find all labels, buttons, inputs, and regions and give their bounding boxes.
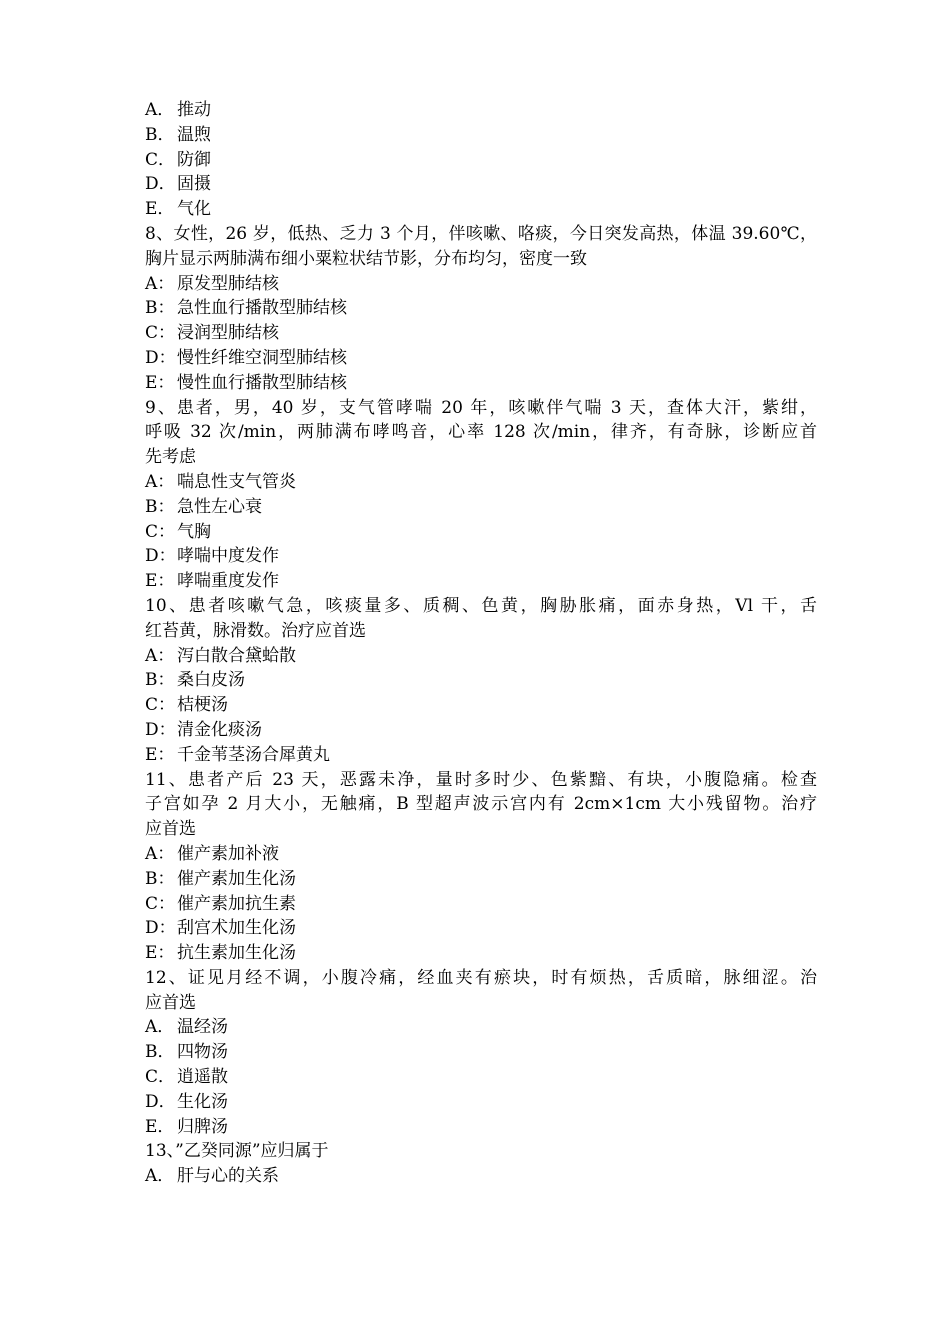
answer-option — [145, 123, 817, 148]
question-line: 红苔黄，脉滑数。治疗应首选 — [145, 620, 366, 641]
option-text: 千金苇茎汤合犀黄丸 — [177, 744, 330, 765]
option-text: 刮宫术加生化汤 — [177, 918, 296, 939]
option-label: E： — [145, 372, 175, 393]
option-text: 逍遥散 — [177, 1067, 228, 1088]
option-label: A． — [145, 1017, 175, 1038]
option-text: 催产素加补液 — [177, 843, 279, 864]
question-line: 11、患者产后 23 天，恶露未净，量时多时少、色紫黯、有块，小腹隐痛。检查 — [145, 769, 817, 790]
question-line: 呼吸 32 次/min，两肺满布哮鸣音，心率 128 次/min，律齐，有奇脉，诊断应首 — [145, 422, 817, 443]
option-text: 温经汤 — [177, 1017, 228, 1038]
option-label: E： — [145, 744, 175, 765]
option-text: 原发型肺结核 — [177, 273, 279, 294]
answer-option — [145, 1115, 817, 1140]
question-line: 9、患者，男，40 岁，支气管哮喘 20 年，咳嗽伴气喘 3 天，查体大汗，紫绀， — [145, 397, 817, 418]
answer-option — [145, 842, 817, 867]
question-line: 10、患者咳嗽气急，咳痰量多、质稠、色黄，胸胁胀痛，面赤身热，Vl 干，舌 — [145, 595, 817, 616]
option-text: 催产素加生化汤 — [177, 868, 296, 889]
option-label: C： — [145, 323, 176, 344]
question-line: 子宫如孕 2 月大小，无触痛，B 型超声波示宫内有 2cm×1cm 大小残留物。治疗 — [145, 794, 817, 815]
option-text: 清金化痰汤 — [177, 719, 262, 740]
answer-option — [145, 644, 817, 669]
answer-option — [145, 495, 817, 520]
question-stem — [145, 594, 817, 644]
option-label: C． — [145, 149, 176, 170]
option-label: A： — [145, 471, 175, 492]
option-label: C： — [145, 695, 176, 716]
question-line: 8、女性，26 岁，低热、乏力 3 个月，伴咳嗽、咯痰，今日突发高热，体温 39.60℃， — [145, 223, 817, 244]
answer-option — [145, 1164, 817, 1189]
option-label: E． — [145, 1116, 175, 1137]
answer-option — [145, 148, 817, 173]
answer-option — [145, 916, 817, 941]
option-text: 催产素加抗生素 — [177, 893, 296, 914]
question-line: 应首选 — [145, 819, 196, 840]
option-label: B． — [145, 1042, 175, 1063]
document-page — [145, 98, 817, 1189]
question-line: 13、”乙癸同源”应归属于 — [145, 1141, 329, 1162]
option-label: B： — [145, 670, 175, 691]
option-label: C． — [145, 1067, 176, 1088]
option-label: D． — [145, 174, 176, 195]
answer-option — [145, 98, 817, 123]
option-text: 肝与心的关系 — [177, 1166, 279, 1187]
question-line: 应首选 — [145, 992, 196, 1013]
option-label: B： — [145, 868, 175, 889]
answer-option — [145, 470, 817, 495]
answer-option — [145, 693, 817, 718]
answer-option — [145, 743, 817, 768]
answer-option — [145, 1065, 817, 1090]
answer-option — [145, 544, 817, 569]
option-text: 气胸 — [177, 521, 211, 542]
answer-option — [145, 272, 817, 297]
answer-option — [145, 1040, 817, 1065]
option-text: 生化汤 — [177, 1091, 228, 1112]
option-text: 四物汤 — [177, 1042, 228, 1063]
option-label: D： — [145, 918, 176, 939]
option-label: B： — [145, 298, 175, 319]
option-label: E． — [145, 199, 175, 220]
answer-option — [145, 197, 817, 222]
answer-option — [145, 371, 817, 396]
answer-option — [145, 941, 817, 966]
question-line: 先考虑 — [145, 447, 196, 468]
question-line: 胸片显示两肺满布细小粟粒状结节影，分布均匀，密度一致 — [145, 248, 587, 269]
option-label: E： — [145, 943, 175, 964]
option-text: 急性血行播散型肺结核 — [177, 298, 347, 319]
answer-option — [145, 1090, 817, 1115]
option-text: 防御 — [177, 149, 211, 170]
option-text: 归脾汤 — [177, 1116, 228, 1137]
answer-option — [145, 867, 817, 892]
option-text: 泻白散合黛蛤散 — [177, 645, 296, 666]
option-label: D： — [145, 347, 176, 368]
option-label: D： — [145, 719, 176, 740]
question-stem — [145, 222, 817, 272]
option-label: A： — [145, 645, 175, 666]
option-label: C： — [145, 521, 176, 542]
question-stem — [145, 1139, 817, 1164]
option-text: 温煦 — [177, 124, 211, 145]
option-text: 抗生素加生化汤 — [177, 943, 296, 964]
answer-option — [145, 668, 817, 693]
option-text: 哮喘重度发作 — [177, 571, 279, 592]
answer-option — [145, 892, 817, 917]
option-label: B： — [145, 496, 175, 517]
option-label: D： — [145, 546, 176, 567]
answer-option — [145, 718, 817, 743]
option-text: 固摄 — [177, 174, 211, 195]
answer-option — [145, 1015, 817, 1040]
option-label: A． — [145, 1166, 175, 1187]
answer-option — [145, 321, 817, 346]
option-text: 桔梗汤 — [177, 695, 228, 716]
question-stem — [145, 768, 817, 842]
option-text: 慢性血行播散型肺结核 — [177, 372, 347, 393]
option-text: 慢性纤维空洞型肺结核 — [177, 347, 347, 368]
option-label: B． — [145, 124, 175, 145]
option-text: 推动 — [177, 100, 211, 120]
option-text: 急性左心衰 — [177, 496, 262, 517]
option-label: D． — [145, 1091, 176, 1112]
answer-option — [145, 569, 817, 594]
option-label: E： — [145, 571, 175, 592]
option-text: 桑白皮汤 — [177, 670, 245, 691]
option-label: A： — [145, 273, 175, 294]
answer-option — [145, 296, 817, 321]
option-text: 气化 — [177, 199, 211, 220]
option-label: A． — [145, 100, 175, 120]
question-stem — [145, 396, 817, 470]
option-text: 浸润型肺结核 — [177, 323, 279, 344]
option-label: A： — [145, 843, 175, 864]
option-text: 哮喘中度发作 — [177, 546, 279, 567]
answer-option — [145, 346, 817, 371]
question-line: 12、证见月经不调，小腹冷痛，经血夹有瘀块，时有烦热，舌质暗，脉细涩。治 — [145, 967, 817, 988]
option-label: C： — [145, 893, 176, 914]
answer-option — [145, 172, 817, 197]
answer-option — [145, 520, 817, 545]
option-text: 喘息性支气管炎 — [177, 471, 296, 492]
question-stem — [145, 966, 817, 1016]
